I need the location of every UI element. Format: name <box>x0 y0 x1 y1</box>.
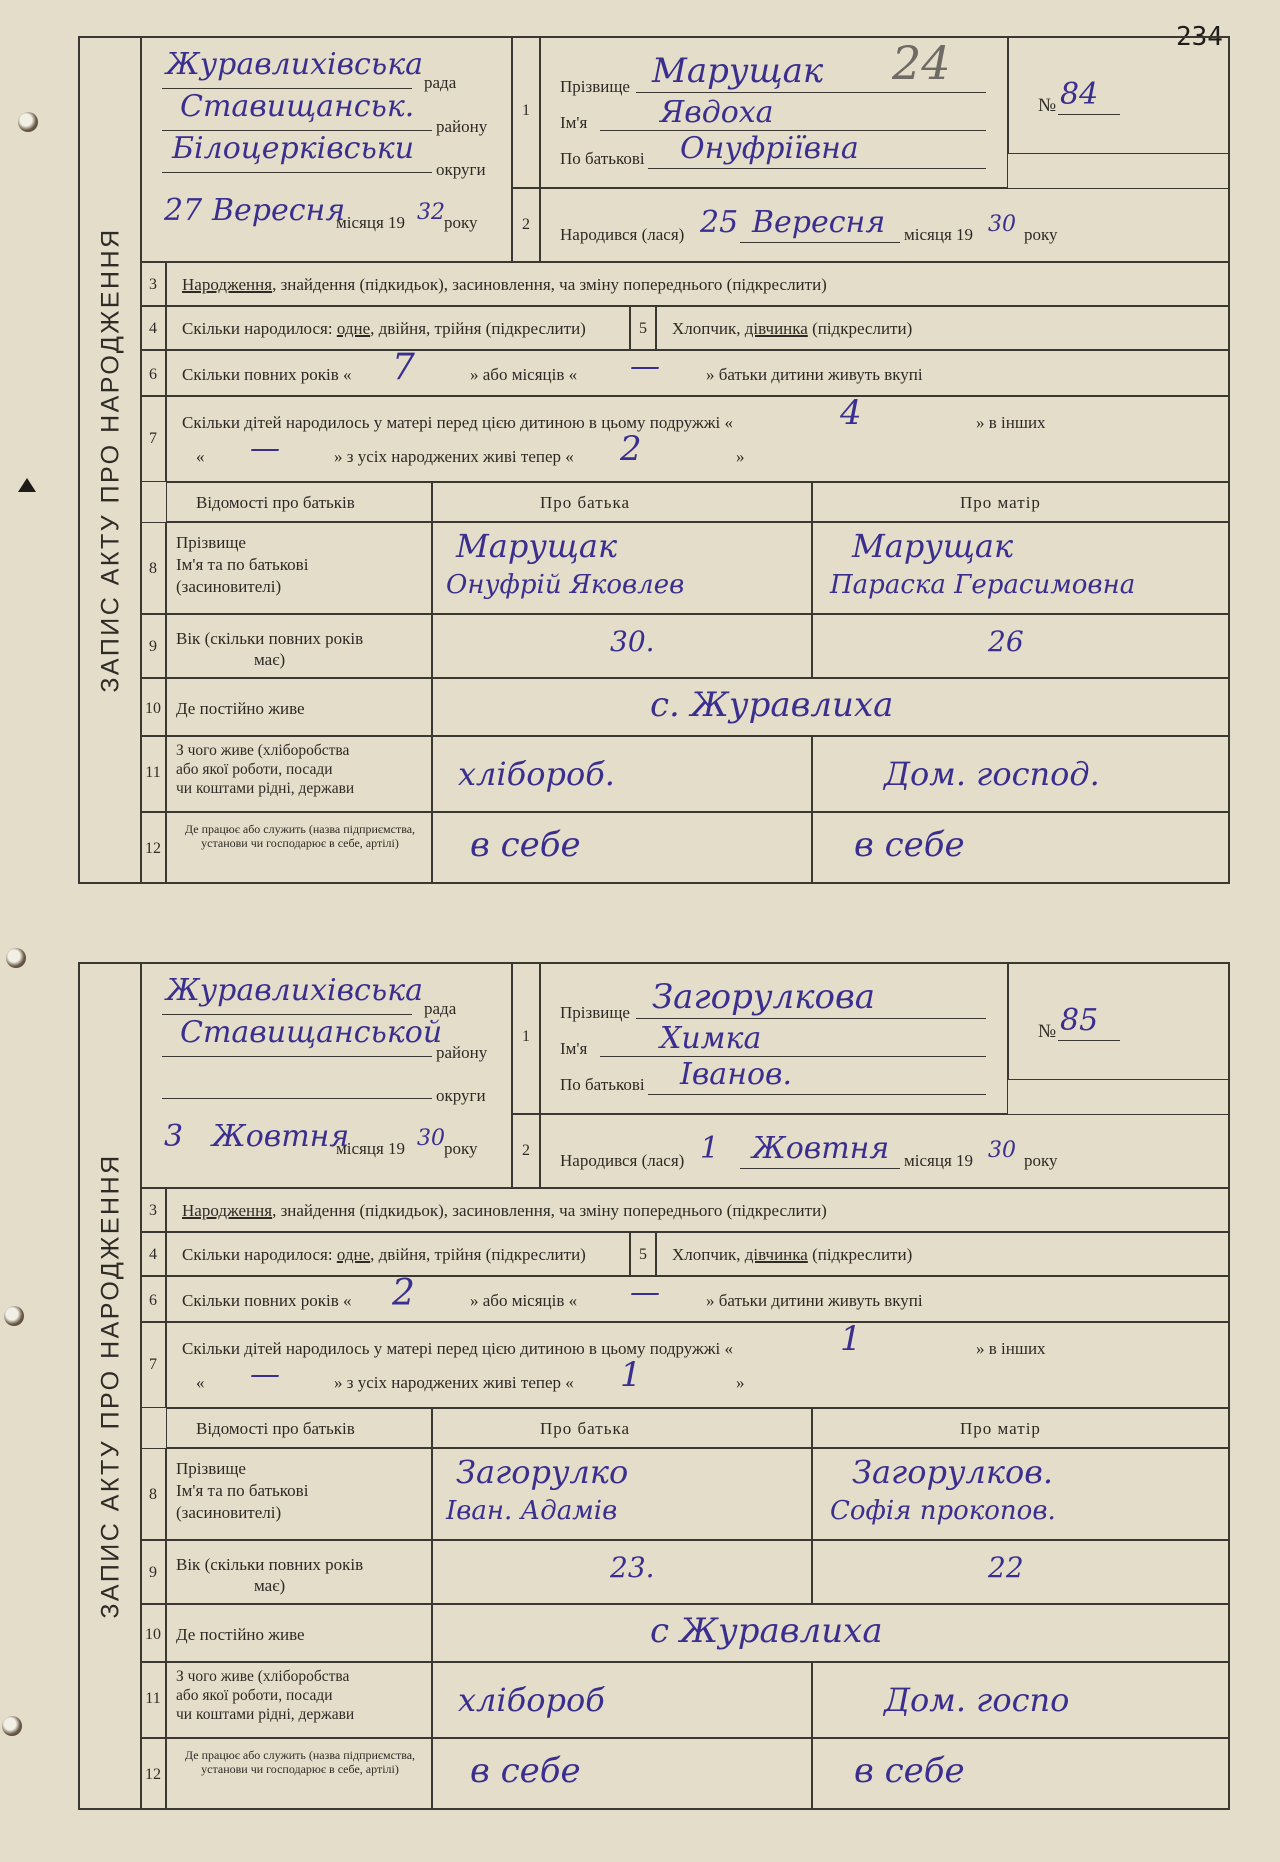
father-name: Онуфрій Яковлев <box>446 570 685 600</box>
event-type-label: Народження, знайдення (підкидьок), засиновлення, ча зміну попереднього (підкреслити) <box>182 1201 827 1220</box>
residence-value: с Журавлиха <box>650 1611 883 1651</box>
side-strip <box>78 962 140 1810</box>
years-label: Скільки повних років « <box>182 365 352 384</box>
mother-workplace: в себе <box>854 825 965 865</box>
row-number: 10 <box>145 700 161 717</box>
children-other-quote: « <box>196 447 205 466</box>
event-type-label: Народження, знайдення (підкидьок), засиновлення, ча зміну попереднього (підкреслити) <box>182 275 827 294</box>
father-workplace: в себе <box>470 825 581 865</box>
residence-value: с. Журавлиха <box>650 685 894 725</box>
raion-value: Ставищанськой <box>180 1015 443 1050</box>
okruha-label: округи <box>436 160 486 179</box>
birth-month: Вересня <box>752 205 886 240</box>
reg-month: Вересня <box>212 193 346 228</box>
birth-year: 30 <box>988 212 1016 237</box>
reg-year: 30 <box>417 1126 445 1151</box>
birth-day: 1 <box>700 1131 720 1166</box>
children-alive-close: » <box>736 1373 745 1392</box>
mother-age: 26 <box>988 625 1024 658</box>
mother-name: Софія прокопов. <box>830 1496 1056 1526</box>
surname-value: Марущак <box>652 51 824 91</box>
row-number: 8 <box>149 1486 157 1503</box>
children-alive-label: » з усіх народжених живі тепер « <box>334 1373 574 1392</box>
mother-occupation: Дом. госпо <box>884 1681 1070 1719</box>
children-alive-close: » <box>736 447 745 466</box>
raion-label: району <box>436 1043 488 1062</box>
parents-header: Відомості про батьків <box>196 493 355 512</box>
previous-children-row <box>166 393 1230 482</box>
punch-hole <box>18 112 38 132</box>
workplace-label: Де працює або служить (назва підприємства, установи чи господарює в себе, артілі) <box>184 1748 416 1777</box>
side-strip <box>78 36 140 884</box>
months-label: » або місяців « <box>470 365 578 384</box>
punch-hole <box>6 948 26 968</box>
row-number: 1 <box>522 1028 530 1045</box>
surname-label: Прізвище <box>560 77 630 96</box>
mother-header: Про матір <box>960 1419 1041 1438</box>
mother-occupation: Дом. господ. <box>884 755 1100 793</box>
okruha-label: округи <box>436 1086 486 1105</box>
row-number: 8 <box>149 560 157 577</box>
birth-year-label: року <box>1024 225 1058 244</box>
side-title: ЗАПИС АКТУ ПРО НАРОДЖЕННЯ <box>96 227 125 693</box>
reg-month: Жовтня <box>212 1119 350 1154</box>
row-number: 9 <box>149 1564 157 1581</box>
selected-option: одне <box>336 1245 371 1264</box>
row-number: 2 <box>522 1142 530 1159</box>
selected-option: дівчинка <box>744 1245 808 1264</box>
row-number: 12 <box>145 840 161 857</box>
parent-name-label: Прізвище Ім'я та по батькові (засиновителі) <box>176 533 309 597</box>
children-other: — <box>250 431 280 466</box>
father-occupation: хлібороб. <box>458 755 615 793</box>
father-age: 30. <box>610 625 655 658</box>
selected-option: Народження <box>182 275 273 294</box>
reg-month-label: місяця 19 <box>336 213 406 232</box>
pin-mark <box>18 478 36 492</box>
multiplicity-label: Скільки народилося: одне, двійня, трійня (підкреслити) <box>182 319 586 338</box>
together-label: » батьки дитини живуть вкупі <box>706 1291 923 1310</box>
children-this-marriage: 4 <box>840 393 862 433</box>
multiplicity-label: Скільки народилося: одне, двійня, трійня (підкреслити) <box>182 1245 586 1264</box>
father-header: Про батька <box>540 1419 631 1438</box>
row-number: 6 <box>149 1292 157 1309</box>
children-label: Скільки дітей народилось у матері перед цією дитиною в цьому подружжі « <box>182 1339 733 1358</box>
father-occupation: хлібороб <box>458 1681 605 1719</box>
birth-record <box>78 962 1230 1810</box>
row-number: 10 <box>145 1626 161 1643</box>
row-number: 5 <box>639 1246 647 1263</box>
previous-children-row <box>166 1319 1230 1408</box>
occupation-label: З чого живе (хліборобства або якої роботи, посади чи коштами рідні, держави <box>176 1668 355 1723</box>
children-other-label: » в інших <box>976 413 1046 432</box>
age-label: Вік (скільки повних років має) <box>176 1555 364 1596</box>
children-other-quote: « <box>196 1373 205 1392</box>
residence-label: Де постійно живе <box>176 699 305 718</box>
first-name-value: Химка <box>660 1021 762 1056</box>
birth-year: 30 <box>988 1138 1016 1163</box>
first-name-value: Явдоха <box>660 95 774 130</box>
children-alive: 1 <box>620 1355 642 1395</box>
record-grid <box>140 36 1230 884</box>
reg-day: 3 <box>164 1119 184 1154</box>
row-number: 7 <box>149 1356 157 1373</box>
mother-surname: Загорулков. <box>852 1453 1054 1491</box>
punch-hole <box>2 1716 22 1736</box>
years-together: 2 <box>392 1273 415 1314</box>
birth-month-label: місяця 19 <box>904 1151 974 1170</box>
first-name-label: Ім'я <box>560 1039 588 1058</box>
birth-month: Жовтня <box>752 1131 890 1166</box>
father-workplace: в себе <box>470 1751 581 1791</box>
number-label: № <box>1038 95 1057 116</box>
children-label: Скільки дітей народилось у матері перед цією дитиною в цьому подружжі « <box>182 413 733 432</box>
reg-day: 27 <box>164 193 203 228</box>
row-number: 9 <box>149 638 157 655</box>
raion-label: району <box>436 117 488 136</box>
first-name-label: Ім'я <box>560 113 588 132</box>
children-other: — <box>250 1357 280 1392</box>
surname-value: Загорулкова <box>652 977 876 1017</box>
years-label: Скільки повних років « <box>182 1291 352 1310</box>
record-number: 85 <box>1060 1003 1099 1038</box>
number-label: № <box>1038 1021 1057 1042</box>
row-number: 12 <box>145 1766 161 1783</box>
sex-label: Хлопчик, дівчинка (підкреслити) <box>672 1245 913 1264</box>
reg-year-label: року <box>444 1139 478 1158</box>
selected-option: одне <box>336 319 371 338</box>
row-number: 6 <box>149 366 157 383</box>
birth-label: Народився (лася) <box>560 225 685 244</box>
selected-option: дівчинка <box>744 319 808 338</box>
rada-value: Журавлихівська <box>166 973 423 1008</box>
patronymic-value: Онуфріївна <box>680 131 859 166</box>
okruha-value: Білоцерківськи <box>172 131 415 166</box>
reg-month-label: місяця 19 <box>336 1139 406 1158</box>
row-number: 5 <box>639 320 647 337</box>
page-number: 234 <box>1176 22 1223 52</box>
row-number: 11 <box>145 1690 161 1707</box>
sex-label: Хлопчик, дівчинка (підкреслити) <box>672 319 913 338</box>
patronymic-label: По батькові <box>560 149 645 168</box>
pencil-mark: 24 <box>892 36 951 90</box>
selected-option: Народження <box>182 1201 273 1220</box>
birth-label: Народився (лася) <box>560 1151 685 1170</box>
father-surname: Загорулко <box>456 1453 629 1491</box>
months-label: » або місяців « <box>470 1291 578 1310</box>
rada-value: Журавлихівська <box>166 47 423 82</box>
birth-year-label: року <box>1024 1151 1058 1170</box>
months-together: — <box>630 1275 660 1310</box>
punch-hole <box>4 1306 24 1326</box>
raion-value: Ставищанськ. <box>180 89 415 124</box>
row-number: 11 <box>145 764 161 781</box>
months-together: — <box>630 349 660 384</box>
row-number: 2 <box>522 216 530 233</box>
occupation-label: З чого живе (хліборобства або якої роботи, посади чи коштами рідні, держави <box>176 742 355 797</box>
parent-name-label: Прізвище Ім'я та по батькові (засиновителі) <box>176 1459 309 1523</box>
row-number: 3 <box>149 1202 157 1219</box>
reg-year-label: року <box>444 213 478 232</box>
father-header: Про батька <box>540 493 631 512</box>
row-number: 3 <box>149 276 157 293</box>
birth-month-label: місяця 19 <box>904 225 974 244</box>
patronymic-label: По батькові <box>560 1075 645 1094</box>
father-name: Іван. Адамів <box>446 1496 618 1526</box>
together-label: » батьки дитини живуть вкупі <box>706 365 923 384</box>
mother-workplace: в себе <box>854 1751 965 1791</box>
row-number: 7 <box>149 430 157 447</box>
children-other-label: » в інших <box>976 1339 1046 1358</box>
reg-year: 32 <box>417 200 445 225</box>
row-number: 4 <box>149 320 157 337</box>
record-number: 84 <box>1060 77 1099 112</box>
age-label: Вік (скільки повних років має) <box>176 629 364 670</box>
birth-day: 25 <box>700 205 739 240</box>
children-alive: 2 <box>620 429 642 469</box>
rada-label: рада <box>424 999 457 1018</box>
mother-header: Про матір <box>960 493 1041 512</box>
children-alive-label: » з усіх народжених живі тепер « <box>334 447 574 466</box>
years-together: 7 <box>392 347 415 388</box>
mother-surname: Марущак <box>852 527 1014 565</box>
father-surname: Марущак <box>456 527 618 565</box>
surname-label: Прізвище <box>560 1003 630 1022</box>
record-grid <box>140 962 1230 1810</box>
patronymic-value: Іванов. <box>680 1057 793 1092</box>
side-title: ЗАПИС АКТУ ПРО НАРОДЖЕННЯ <box>96 1153 125 1619</box>
children-this-marriage: 1 <box>840 1319 862 1359</box>
birth-record <box>78 36 1230 884</box>
workplace-label: Де працює або служить (назва підприємства, установи чи господарює в себе, артілі) <box>184 822 416 851</box>
rada-label: рада <box>424 73 457 92</box>
parents-header: Відомості про батьків <box>196 1419 355 1438</box>
mother-name: Параска Герасимовна <box>830 570 1136 600</box>
mother-age: 22 <box>988 1551 1024 1584</box>
row-number: 4 <box>149 1246 157 1263</box>
father-age: 23. <box>610 1551 655 1584</box>
row-number: 1 <box>522 102 530 119</box>
residence-label: Де постійно живе <box>176 1625 305 1644</box>
